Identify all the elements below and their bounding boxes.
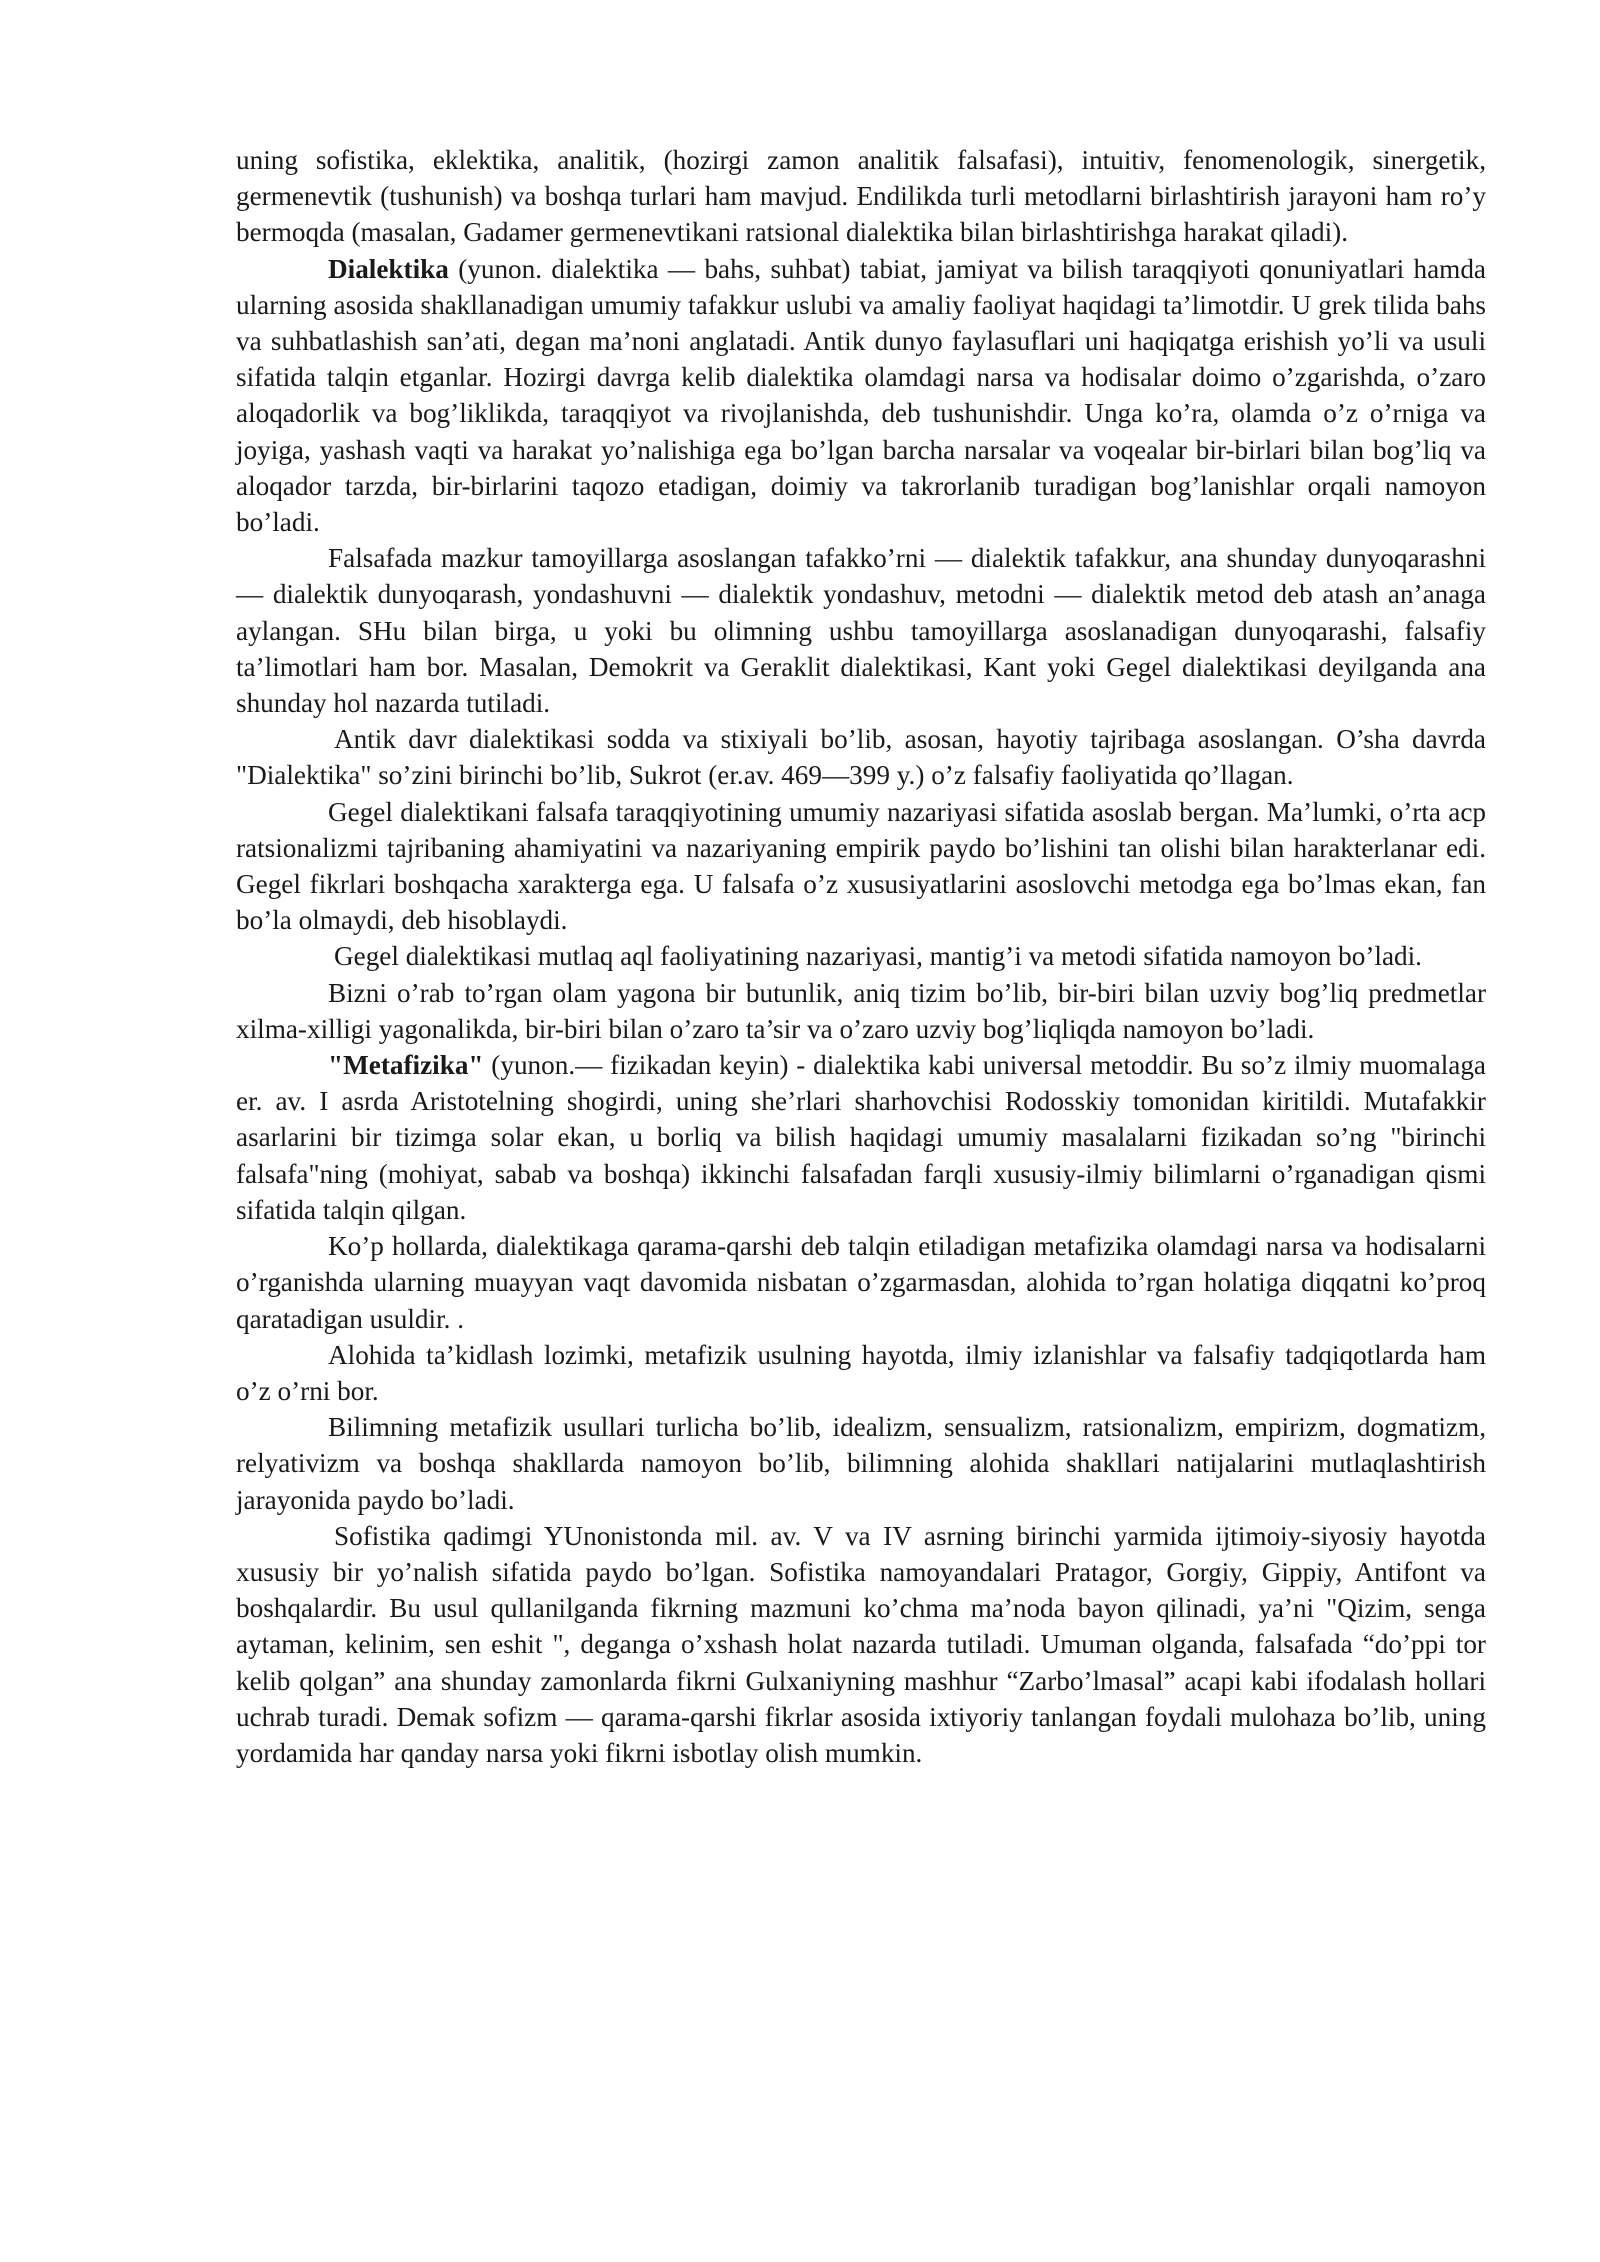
paragraph-hegel-dialectics <box>236 938 1486 974</box>
paragraph-text: (yunon.— fizikadan keyin) - dialektika kabi universal metoddir. Bu so’z ilmiy muomalaga er. av. I asrda Aristotelning shogirdi, uning she’rlari sharhovchisi Rodosskiy tomonidan kiritildi. Mutafakkir asarlarini bir tizimga solar ekan, u borliq va bilish haqidagi umumiy masalalarni fizikadan so’ng "birinchi falsafa"ning (mohiyat, sabab va boshqa) ikkinchi falsafadan farqli xususiy-ilmiy bilimlarni o’rganadigan qismi sifatida talqin qilgan. <box>236 1050 1486 1225</box>
paragraph-text: Falsafada mazkur tamoyillarga asoslangan tafakko’rni — dialektik tafakkur, ana shunday dunyoqarashni — dialektik dunyoqarash, yondashuvni — dialektik yondashuv, metodni — dialektik metod deb atash an’anaga aylangan. SHu bilan birga, u yoki bu olimning ushbu tamoyillarga asoslanadigan dunyoqarashi, falsafiy ta’limotlari ham bor. Masalan, Demokrit va Geraklit dialektikasi, Kant yoki Gegel dialektikasi deyilganda ana shunday hol nazarda tutiladi. <box>236 543 1486 719</box>
paragraph-dialectical-thinking <box>236 540 1486 721</box>
document-page <box>236 142 1486 1771</box>
term-metafizika: "Metafizika" <box>328 1050 484 1081</box>
paragraph-hegel-theory <box>236 794 1486 939</box>
paragraph-text: Alohida ta’kidlash lozimki, metafizik usulning hayotda, ilmiy izlanishlar va falsafiy tadqiqotlarda ham o’z o’rni bor. <box>236 1339 1486 1406</box>
paragraph-sofistika <box>236 1518 1486 1771</box>
paragraph-antique-dialectics <box>236 721 1486 793</box>
paragraph-text: Gegel dialektikani falsafa taraqqiyotining umumiy nazariyasi sifatida asoslab bergan. Ma’lumki, o’rta acp ratsionalizmi tajribaning ahamiyatini va nazariyaning empirik paydo bo’lishini tan olishi bilan harakterlanar edi. Gegel fikrlari boshqacha xarakterga ega. U falsafa o’z xususiyatlarini asoslovchi metodga ega bo’lmas ekan, fan bo’la olmaydi, deb hisoblaydi. <box>236 796 1486 936</box>
paragraph-metaphysics-role <box>236 1337 1486 1409</box>
paragraph-text: Antik davr dialektikasi sodda va stixiyali bo’lib, asosan, hayotiy tajribaga asoslangan. O’sha davrda "Dialektika" so’zini birinchi bo’lib, Sukrot (er.av. 469—399 y.) o’z falsafiy faoliyatida qo’llagan. <box>236 724 1486 791</box>
paragraph-metaphysics-method <box>236 1228 1486 1337</box>
paragraph-text: Sofistika qadimgi YUnonistonda mil. av. V va IV asrning birinchi yarmida ijtimoiy-siyosiy hayotda xususiy bir yo’nalish sifatida paydo bo’lgan. Sofistika namoyandalari Pratagor, Gorgiy, Gippiy, Antifont va boshqalardir. Bu usul qullanilganda fikrning mazmuni ko’chma ma’noda bayon qilinadi, ya’ni "Qizim, senga aytaman, kelinim, sen eshit ", deganga o’xshash holat nazarda tutiladi. Umuman olganda, falsafada “do’ppi tor kelib qolgan” ana shunday zamonlarda fikrni Gulxaniyning mashhur “Zarbo’lmasal” acapi kabi ifodalash hollari uchrab turadi. Demak sofizm — qarama-qarshi fikrlar asosida ixtiyoriy tanlangan foydali mulohaza bo’lib, uning yordamida har qanday narsa yoki fikrni isbotlay olish mumkin. <box>236 1520 1486 1768</box>
paragraph-text: Bilimning metafizik usullari turlicha bo’lib, idealizm, sensualizm, ratsionalizm, empirizm, dogmatizm, relyativizm va boshqa shakllarda namoyon bo’lib, bilimning alohida shakllari natijalarini mutlaqlashtirish jarayonida paydo bo’ladi. <box>236 1412 1486 1515</box>
paragraph-text: Ko’p hollarda, dialektikaga qarama-qarshi deb talqin etiladigan metafizika olamdagi narsa va hodisalarni o’rganishda ularning muayyan vaqt davomida nisbatan o’zgarmasdan, alohida to’rgan holatiga diqqatni ko’proq qaratadigan usuldir. . <box>236 1231 1486 1334</box>
paragraph-unified-world <box>236 975 1486 1047</box>
paragraph-text: (yunon. dialektika — bahs, suhbat) tabiat, jamiyat va bilish taraqqiyoti qonuniyatlari hamda ularning asosida shakllanadigan umumiy tafakkur uslubi va amaliy faoliyat haqidagi ta’limotdir. U grek tilida bahs va suhbatlashish san’ati, degan ma’noni anglatadi. Antik dunyo faylasuflari uni haqiqatga erishish yo’li va usuli sifatida talqin etganlar. Hozirgi davrga kelib dialektika olamdagi narsa va hodisalar doimo o’zgarishda, o’zaro aloqadorlik va bog’liklikda, taraqqiyot va rivojlanishda, deb tushunishdir. Unga ko’ra, olamda o’z o’rniga va joyiga, yashash vaqti va harakat yo’nalishiga ega bo’lgan barcha narsalar va voqealar bir-birlari bilan bog’liq va aloqador tarzda, bir-birlarini taqozo etadigan, doimiy va takrorlanib turadigan bog’lanishlar orqali namoyon bo’ladi. <box>236 253 1486 538</box>
paragraph-text: Gegel dialektikasi mutlaq aql faoliyatining nazariyasi, mantig’i va metodi sifatida namoyon bo’ladi. <box>334 941 1422 972</box>
paragraph-dialektika <box>236 251 1486 541</box>
term-dialektika: Dialektika <box>328 253 449 284</box>
paragraph-text: Bizni o’rab to’rgan olam yagona bir butunlik, aniq tizim bo’lib, bir-biri bilan uzviy bog’liq predmetlar xilma-xilligi yagonalikda, bir-biri bilan o’zaro ta’sir va o’zaro uzviy bog’liqliqda namoyon bo’ladi. <box>236 977 1486 1044</box>
paragraph-methods-continuation <box>236 142 1486 251</box>
paragraph-text: uning sofistika, eklektika, analitik, (hozirgi zamon analitik falsafasi), intuitiv, fenomenologik, sinergetik, germenevtik (tushunish) va boshqa turlari ham mavjud. Endilikda turli metodlarni birlashtirish jarayoni ham ro’y bermoqda (masalan, Gadamer germenevtikani ratsional dialektika bilan birlashtirishga harakat qiladi). <box>236 145 1486 248</box>
paragraph-metafizika <box>236 1047 1486 1228</box>
paragraph-metaphysical-knowledge <box>236 1409 1486 1518</box>
